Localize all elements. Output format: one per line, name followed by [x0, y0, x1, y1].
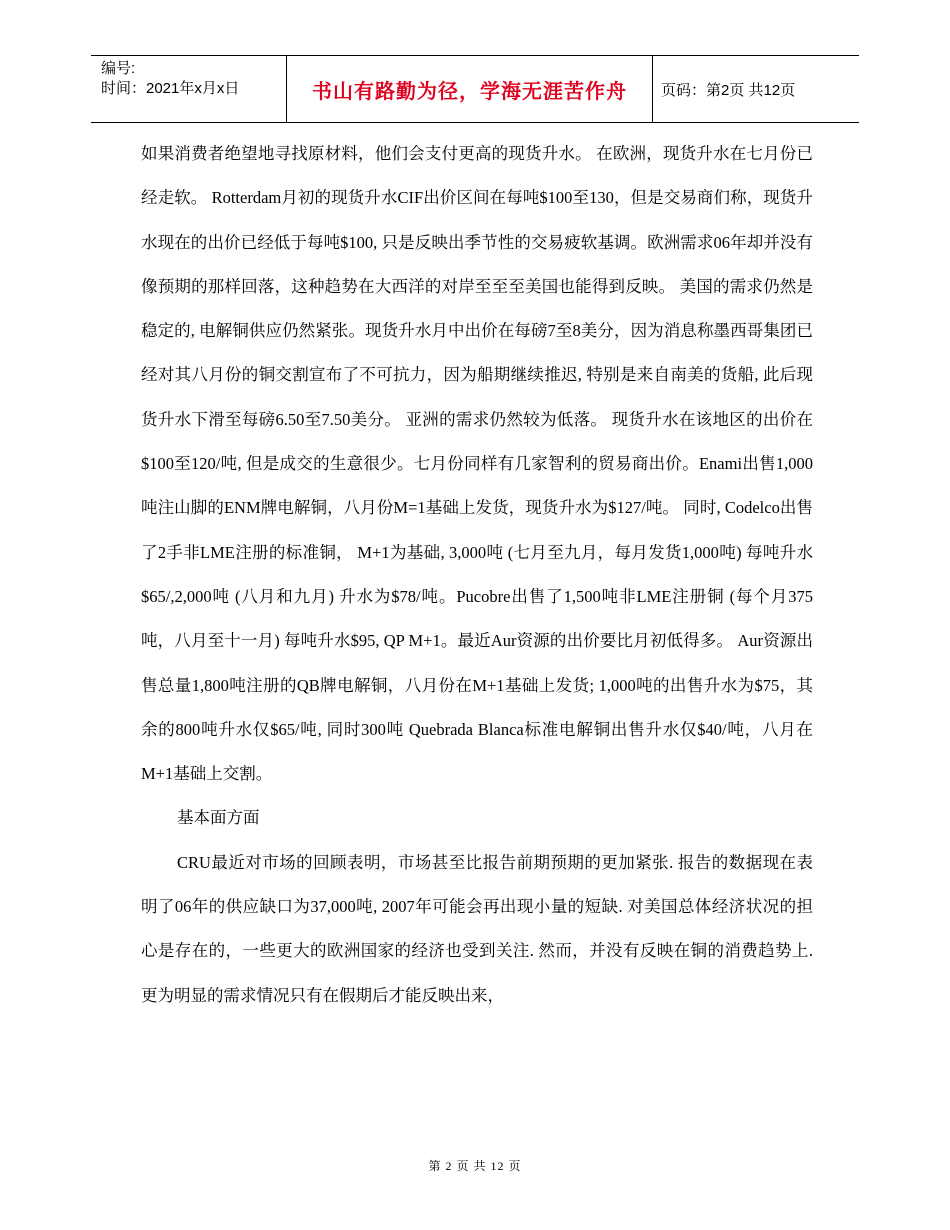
header-meta: [91, 56, 286, 122]
body-paragraph: 如果消费者绝望地寻找原材料，他们会支付更高的现货升水。 在欧洲，现货升水在七月份已经走软。 Rotterdam月初的现货升水CIF出价区间在每吨$100至130，但是交易商们称，现货升水现在的出价已经低于每吨$100, 只是反映出季节性的交易疲软基调。欧洲需求06年却并没有像预期的那样回落，这种趋势在大西洋的对岸至至至美国也能得到反映。 美国的需求仍然是稳定的, 电解铜供应仍然紧张。现货升水月中出价在每磅7至8美分，因为消息称墨西哥集团已经对其八月份的铜交割宣布了不可抗力，因为船期继续推迟, 特别是来自南美的货船, 此后现货升水下滑至每磅6.50至7.50美分。 亚洲的需求仍然较为低落。 现货升水在该地区的出价在$100至120/吨, 但是成交的生意很少。七月份同样有几家智利的贸易商出价。Enami出售1,000吨注山脚的ENM牌电解铜，八月份M=1基础上发货，现货升水为$127/吨。 同时, Codelco出售了2手非LME注册的标准铜， M+1为基础, 3,000吨 (七月至九月，每月发货1,000吨) 每吨升水$65/,2,000吨 (八月和九月) 升水为$78/吨。Pucobre出售了1,500吨非LME注册铜 (每个月375吨，八月至十一月) 每吨升水$95, QP M+1。最近Aur资源的出价要比月初低得多。 Aur资源出售总量1,800吨注册的QB牌电解铜，八月份在M+1基础上发货; 1,000吨的出售升水为$75，其余的800吨升水仅$65/吨, 同时300吨 Quebrada Blanca标准电解铜出售升水仅$40/吨，八月在M+1基础上交割。: [141, 144, 813, 784]
header-page-info: 页码：第2页 共12页: [661, 81, 796, 99]
page-footer: 第 2 页 共 12 页: [428, 1159, 522, 1173]
page-header: [91, 55, 859, 123]
header-motto: 书山有路勤为径，学海无涯苦作舟: [286, 56, 653, 122]
document-time-label: 时间：2021年x月x日: [101, 80, 240, 97]
section-heading: 基本面方面: [177, 808, 260, 828]
body-paragraph: CRU最近对市场的回顾表明，市场甚至比报告前期预期的更加紧张. 报告的数据现在表明了06年的供应缺口为37,000吨, 2007年可能会再出现小量的短缺. 对美国总体经济状况的担心是存在的，一些更大的欧洲国家的经济也受到关注. 然而，并没有反映在铜的消费趋势上. 更为明显的需求情况只有在假期后才能反映出来，: [141, 852, 813, 1005]
document-number-label: 编号:: [101, 60, 136, 77]
document-body: [141, 132, 813, 1018]
